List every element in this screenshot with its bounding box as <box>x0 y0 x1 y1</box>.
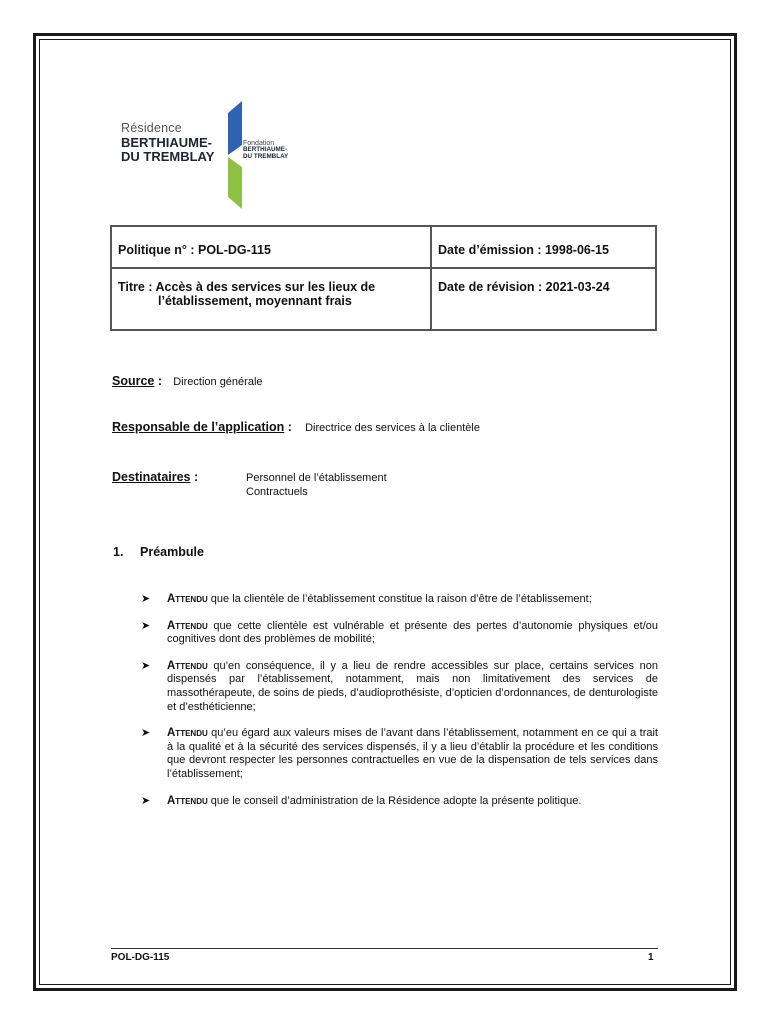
logo-fondation-line1: BERTHIAUME- <box>243 146 288 154</box>
emission-date-cell: Date d’émission : 1998-06-15 <box>431 226 656 268</box>
logo-fondation-label: Fondation <box>243 140 275 147</box>
destinataires-item: Personnel de l’établissement <box>246 472 387 484</box>
policy-title-line1: Titre : Accès à des services sur les lieux de <box>118 280 376 294</box>
logo-name-line2: DU TREMBLAY <box>121 148 215 164</box>
footer-page-number: 1 <box>648 952 654 963</box>
section-number: 1. <box>113 545 124 559</box>
list-item <box>141 593 658 607</box>
destinataires-list <box>246 471 387 499</box>
clause-keyword: Attendu <box>167 794 208 807</box>
section-title: Préambule <box>140 545 204 559</box>
policy-title-line2: l’établissement, moyennant frais <box>158 294 352 308</box>
residence-logo <box>115 93 303 215</box>
clause-text: que la clientèle de l’établissement constitue la raison d’être de l’établissement; <box>207 593 592 605</box>
responsable-value: Directrice des services à la clientèle <box>305 422 480 434</box>
arrow-bullet-icon: ➤ <box>141 593 151 605</box>
logo-green-shape <box>228 157 242 209</box>
policy-header-table <box>110 225 657 331</box>
arrow-bullet-icon: ➤ <box>141 794 151 807</box>
table-row <box>111 226 656 268</box>
source-value: Direction générale <box>173 376 263 388</box>
footer-divider <box>111 948 658 949</box>
responsable-field <box>112 420 480 434</box>
list-item <box>141 795 658 809</box>
clause-keyword: Attendu <box>167 593 208 605</box>
clause-text: qu’en conséquence, il y a lieu de rendre accessibles sur place, certains services non dispensés par l’établissement, notamment, mais non limitativement des services de massothérapeute, de soins de pieds, d’audioprothésiste, d’opticien d’ordonnances, de denturologiste et d’esthéticienne; <box>167 659 658 713</box>
clause-text: que cette clientèle est vulnérable et présente des pertes d’autonomie physiques et/ou cognitives dont des problèmes de mobilité; <box>167 619 658 646</box>
logo-residence-text: Résidence <box>121 121 182 135</box>
clause-keyword: Attendu <box>167 727 208 740</box>
table-row <box>111 268 656 330</box>
revision-date-cell: Date de révision : 2021-03-24 <box>431 268 656 330</box>
logo-name-line1: BERTHIAUME- <box>121 134 212 150</box>
arrow-bullet-icon: ➤ <box>141 619 151 632</box>
logo-shapes-icon <box>227 101 243 209</box>
logo-wordmark <box>121 122 214 163</box>
section-heading <box>113 545 204 559</box>
responsable-colon: : <box>284 420 292 434</box>
list-item <box>141 620 658 647</box>
clause-keyword: Attendu <box>167 659 208 672</box>
source-field <box>112 374 263 388</box>
source-label: Source <box>112 374 155 388</box>
logo-blue-shape <box>228 101 242 155</box>
footer-doc-code: POL-DG-115 <box>111 952 170 963</box>
arrow-bullet-icon: ➤ <box>141 727 151 740</box>
destinataires-item: Contractuels <box>246 486 308 498</box>
destinataires-colon: : <box>190 470 199 484</box>
clause-keyword: Attendu <box>167 619 208 632</box>
list-item <box>141 660 658 714</box>
clause-text: que le conseil d’administration de la Résidence adopte la présente politique. <box>207 794 582 807</box>
logo-fondation-line2: DU TREMBLAY <box>243 152 289 160</box>
source-colon: : <box>154 374 163 388</box>
policy-number-cell: Politique n° : POL-DG-115 <box>111 226 431 268</box>
clause-text: qu’eu égard aux valeurs mises de l’avant dans l’établissement, notamment en ce qui a trait à la qualité et à la sécurité des services dispensés, il y a lieu d’établir la procédure et les conditions que devront respecter les personnes contractuelles en vue de la dispensation de tels services dans l’établissement; <box>167 727 658 780</box>
preamble-clause-list <box>141 593 658 821</box>
list-item <box>141 727 658 781</box>
logo-fondation <box>243 140 288 161</box>
responsable-label: Responsable de l’application <box>112 420 285 434</box>
destinataires-label: Destinataires <box>112 470 191 484</box>
policy-title-cell <box>111 268 431 330</box>
arrow-bullet-icon: ➤ <box>141 659 151 672</box>
destinataires-field <box>112 470 198 484</box>
